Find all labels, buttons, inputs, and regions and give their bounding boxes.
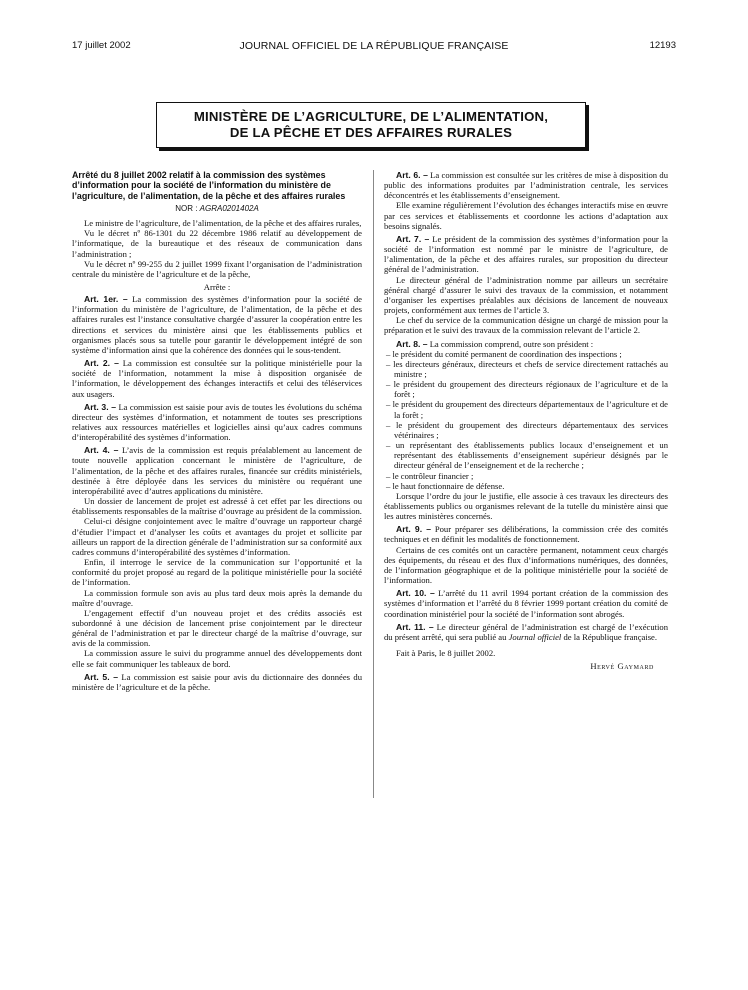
article-10-text: L’arrêté du 11 avril 1994 portant création de la commission des systèmes d’information et l’arrêté du 8 février 1999 portant création du comité de coordination ministériel pour la société de l’information sont abrogés. <box>384 588 668 619</box>
article-5-label: Art. 5. – <box>84 671 119 682</box>
article-9-paragraph: Certains de ces comités ont un caractère permanent, notamment ceux chargés des équipements, du réseau et des flux d’informations numériques, des données, de l’information géographique et de la politique ministérielle pour la société de l’information. <box>384 544 668 586</box>
article-11-label: Art. 11. – <box>396 621 434 632</box>
article-10 <box>384 588 668 618</box>
article-6 <box>384 170 668 200</box>
article-4-paragraph: La commission formule son avis au plus tard deux mois après la demande du maître d’ouvrage. <box>72 587 362 608</box>
article-1-label: Art. 1er. – <box>84 294 128 305</box>
decree-title: Arrêté du 8 juillet 2002 relatif à la commission des systèmes d’information pour la société de l’information du ministère de l’agriculture, de l’alimentation, de la pêche et des affaires rurales <box>72 170 346 201</box>
left-column <box>72 170 362 692</box>
article-4-paragraph: Enfin, il interroge le service de la communication sur l’opportunité et la conformité du projet proposé au regard de la politique ministérielle pour la société de l’information. <box>72 557 362 588</box>
article-7-paragraph: Le chef du service de la communication désigne un chargé de mission pour la préparation et le suivi des travaux de la commission relevant de l’article 2. <box>384 315 668 336</box>
page-header <box>72 40 676 54</box>
article-11-text-end: de la République française. <box>563 631 658 642</box>
done-at-paris: Fait à Paris, le 8 juillet 2002. <box>396 648 496 659</box>
article-2-label: Art. 2. – <box>84 358 119 369</box>
article-8-text: La commission comprend, outre son président : <box>429 338 594 349</box>
article-4-paragraph: La commission assure le suivi du programme annuel des développements dont elle se fait communiquer les tableaux de bord. <box>72 648 362 669</box>
article-11-text: Le directeur général de l’administration est chargé de l’exécution du présent arrêté, qui sera publié au <box>384 621 668 642</box>
article-4-paragraph: Celui-ci désigne conjointement avec le maître d’ouvrage un rapporteur chargé d’étudier l’impact et d’analyser les coûts et avantages du projet et sollicite par ailleurs un rapport de la direction générale de l’administration sur sa conformité aux cadres communs d’interopérabilité des systèmes d’information. <box>72 516 362 557</box>
article-4-label: Art. 4. – <box>84 445 119 456</box>
ministry-heading-line-1: MINISTÈRE DE L’AGRICULTURE, DE L’ALIMENTATION, <box>193 109 549 124</box>
article-2-text: La commission est consultée sur la politique ministérielle pour la société de l’information, notamment la mise à disposition organisée de l’information, le développement des échanges interactifs et celui des téléservices aux usagers. <box>72 358 362 399</box>
list-item: – le haut fonctionnaire de défense. <box>386 480 505 491</box>
nor-reference <box>72 204 362 214</box>
header-date: 17 juillet 2002 <box>72 40 131 51</box>
article-6-label: Art. 6. – <box>396 170 428 180</box>
column-divider <box>373 170 374 798</box>
article-4-text: L’avis de la commission est requis préalablement au lancement de toute nouvelle application concernant le ministère de l’agriculture, de l’alimentation, de la pêche et des affaires rurales, financée sur crédits ministériels, destinée à être déployée dans les services du ministère ou requérant une interopérabilité avec d’autres applications du ministère. <box>72 445 362 496</box>
nor-code: AGRA0201402A <box>199 203 259 213</box>
arrete-heading: Arrête : <box>203 281 231 292</box>
article-8 <box>384 339 668 349</box>
preamble-minister: Le ministre de l’agriculture, de l’alimentation, de la pêche et des affaires rurales, <box>84 218 362 229</box>
ministry-heading <box>156 102 586 148</box>
article-6-text: La commission est consultée sur les critères de mise à disposition du public des informations produites par l’administration centrale, les services déconcentrés et les établissements d’enseignement. <box>384 170 668 201</box>
article-11 <box>384 622 668 642</box>
preamble-vu-1: Vu le décret nº 86-1301 du 22 décembre 1986 relatif au développement de l’informatique, de la bureautique et des réseaux de communication dans l’administration ; <box>72 228 362 259</box>
article-8-members-list <box>384 349 668 491</box>
list-item: – le président du groupement des directeurs départementaux des services vétérinaires ; <box>386 419 668 440</box>
article-7 <box>384 234 668 275</box>
article-1 <box>72 294 362 355</box>
article-8-label: Art. 8. – <box>396 338 428 349</box>
article-5 <box>72 672 362 692</box>
list-item: – un représentant des établissements publics locaux d’enseignement et un représentant des établissements d’enseignement supérieur désignés par le directeur général de l’enseignement et de la recherche ; <box>386 440 668 471</box>
article-7-text: Le président de la commission des systèmes d’information pour la société de l’information est nommé par le ministre de l’agriculture, de l’alimentation, de la pêche et des affaires rurales, sur proposition du directeur général de l’administration. <box>384 233 668 275</box>
article-4-paragraph: L’engagement effectif d’un nouveau projet et des crédits associés est subordonné à une décision de lancement prise conjointement par le directeur général de l’administration et par le directeur chargé de la maîtrise d’ouvrage, sur avis de la commission. <box>72 607 362 649</box>
article-4 <box>72 445 362 496</box>
list-item: – les directeurs généraux, directeurs et chefs de service directement rattachés au ministre ; <box>386 358 668 379</box>
list-item: – le président du comité permanent de coordination des inspections ; <box>386 348 622 359</box>
list-item: – le contrôleur financier ; <box>386 470 474 481</box>
list-item: – le président du groupement des directeurs départementaux de l’agriculture et de la forêt ; <box>386 399 668 420</box>
article-6-paragraph: Elle examine régulièrement l’évolution des échanges interactifs mise en œuvre par ces services et établissements et coordonne les actions d’adaptation aux besoins signalés. <box>384 200 668 231</box>
article-5-text: La commission est saisie pour avis du dictionnaire des données du ministère de l’agriculture et de la pêche. <box>72 671 362 692</box>
right-column <box>384 170 668 671</box>
article-3-label: Art. 3. – <box>84 401 117 412</box>
article-4-paragraph: Un dossier de lancement de projet est adressé à cet effet par les directions ou établissements responsables de la maîtrise d’ouvrage au président de la commission. <box>72 496 362 517</box>
signature: Hervé Gaymard <box>590 661 654 672</box>
nor-label: NOR : <box>175 203 198 213</box>
article-7-label: Art. 7. – <box>396 233 430 244</box>
article-8-paragraph: Lorsque l’ordre du jour le justifie, elle associe à ces travaux les directeurs des établissements publics ou organismes relevant de la tutelle du ministère ainsi que les autres ministères concernés. <box>384 490 668 522</box>
article-1-text: La commission des systèmes d’information pour la société de l’information du ministère de l’agriculture, de l’alimentation, de la pêche et des affaires rurales est l’instance consultative chargée d’assurer la coopération entre les directions et services du ministère ainsi que les établissements publics et organismes placés sous sa tutelle pour garantir le développement intégré de son système d’information ainsi que la cohérence des données qui le sous-tendent. <box>72 294 362 355</box>
preamble-vu-2: Vu le décret nº 99-255 du 2 juillet 1999 fixant l’organisation de l’administration centrale du ministère de l’agriculture et de la pêche, <box>72 258 362 279</box>
article-3-text: La commission est saisie pour avis de toutes les évolutions du schéma directeur des systèmes d’information, et notamment de toutes ses prescriptions relatives aux ressources matérielles et logicielles ainsi qu’aux cadres communs d’interopérabilité des systèmes d’information. <box>72 401 362 443</box>
article-9 <box>384 524 668 544</box>
article-10-label: Art. 10. – <box>396 588 435 599</box>
article-7-paragraph: Le directeur général de l’administration nomme par ailleurs un secrétaire général chargé d’assurer le suivi des travaux de la commission, et notamment d’organiser les expertises préalables aux décisions de lancement de nouveaux projets, conformément aux termes de l’article 3. <box>384 274 668 316</box>
list-item: – le président du groupement des directeurs régionaux de l’agriculture et de la forêt ; <box>386 379 668 400</box>
article-9-label: Art. 9. – <box>396 524 431 535</box>
journal-officiel-italic: Journal officiel <box>508 631 562 642</box>
header-page-number: 12193 <box>649 40 676 51</box>
header-journal-title: JOURNAL OFFICIEL DE LA RÉPUBLIQUE FRANÇAISE <box>239 40 509 52</box>
article-3 <box>72 402 362 443</box>
ministry-heading-line-2: DE LA PÊCHE ET DES AFFAIRES RURALES <box>229 125 513 140</box>
article-2 <box>72 358 362 399</box>
article-9-text: Pour préparer ses délibérations, la commission crée des comités techniques et en définit les modalités de fonctionnement. <box>384 524 668 545</box>
